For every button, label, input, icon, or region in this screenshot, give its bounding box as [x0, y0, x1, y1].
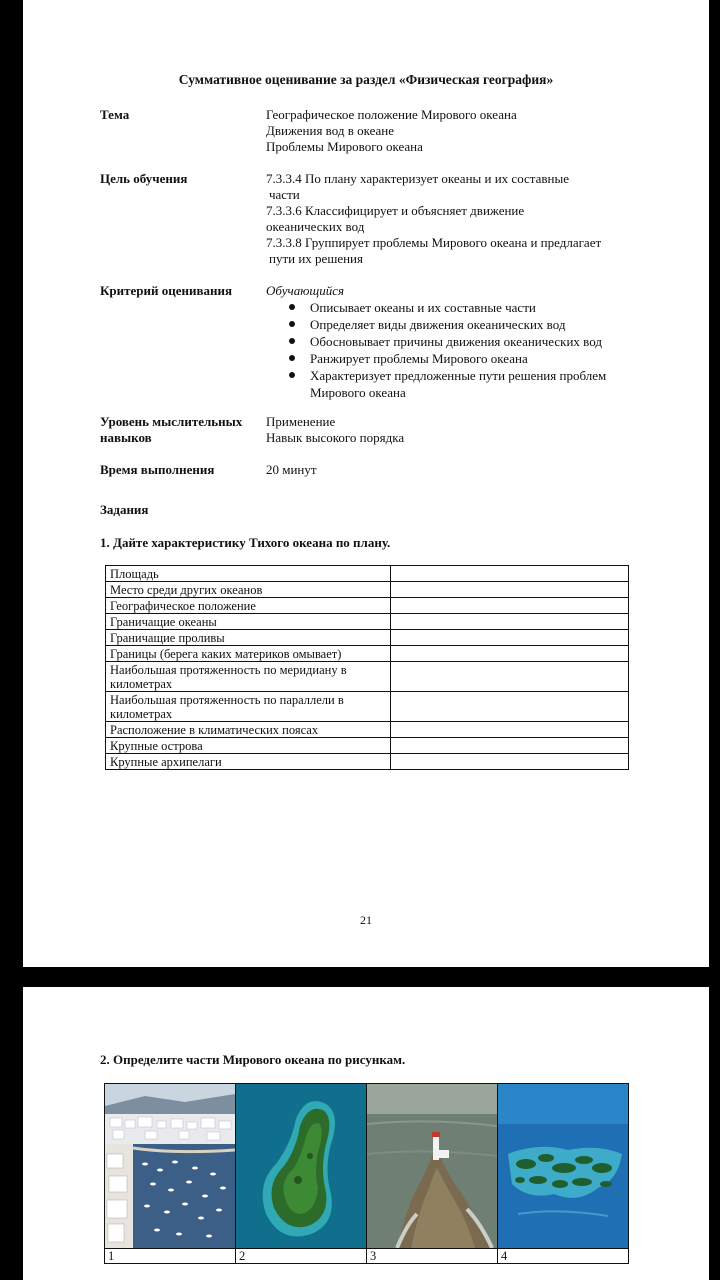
- time-label: Время выполнения: [100, 462, 215, 477]
- table-row: Расположение в климатических поясах: [106, 722, 629, 738]
- criteria-item: Описывает океаны и их составные части: [310, 299, 606, 316]
- answer-cell[interactable]: [390, 722, 628, 738]
- criteria-label: Критерий оценивания: [100, 283, 233, 298]
- goal-line: части: [269, 187, 300, 202]
- bullet-icon: [289, 304, 295, 310]
- picture-cell: [236, 1084, 367, 1249]
- photo-lighthouse-cape: [367, 1084, 497, 1248]
- topic-line: Проблемы Мирового океана: [266, 139, 423, 154]
- answer-cell[interactable]: [390, 662, 628, 692]
- document-title: Суммативное оценивание за раздел «Физическая география»: [178, 72, 554, 87]
- tasks-heading: Задания: [100, 502, 149, 517]
- answer-cell[interactable]: [390, 614, 628, 630]
- topic-label: Тема: [100, 107, 130, 122]
- pacific-plan-table: [105, 565, 629, 770]
- document-page-1: [23, 0, 709, 967]
- answer-cell[interactable]: [390, 692, 628, 722]
- picture-number: 3: [367, 1249, 498, 1264]
- criteria-item: Характеризует предложенные пути решения проблем: [310, 367, 606, 384]
- photo-green-island: [236, 1084, 366, 1248]
- topic-value: [266, 107, 517, 155]
- level-value: [266, 414, 404, 446]
- answer-cell[interactable]: [390, 646, 628, 662]
- bullet-icon: [289, 321, 295, 327]
- table-row: Географическое положение: [106, 598, 629, 614]
- table-row: Границы (берега каких материков омывает): [106, 646, 629, 662]
- goal-line: пути их решения: [269, 251, 363, 266]
- level-label: Уровень мыслительных навыков: [100, 414, 243, 445]
- criteria-item: Обосновывает причины движения океанических вод: [310, 333, 606, 350]
- photo-harbor-town: [105, 1084, 235, 1248]
- table-row: Место среди других океанов: [106, 582, 629, 598]
- goal-line: 7.3.3.4 По плану характеризует океаны и их составные: [266, 171, 569, 186]
- answer-cell[interactable]: [390, 738, 628, 754]
- time-value: 20 минут: [266, 462, 317, 477]
- criteria-item-continuation: Мирового океана: [310, 385, 406, 400]
- picture-number: 2: [236, 1249, 367, 1264]
- criteria-item: Определяет виды движения океанических вод: [310, 316, 606, 333]
- page-number: 21: [360, 913, 372, 927]
- task1-heading: 1. Дайте характеристику Тихого океана по плану.: [100, 535, 391, 550]
- table-row: Крупные острова: [106, 738, 629, 754]
- criteria-item: Ранжирует проблемы Мирового океана: [310, 350, 606, 367]
- picture-number: 1: [105, 1249, 236, 1264]
- table-row: Площадь: [106, 566, 629, 582]
- goal-line: океанических вод: [266, 219, 365, 234]
- goal-label: Цель обучения: [100, 171, 188, 186]
- table-row: Граничащие проливы: [106, 630, 629, 646]
- table-row: Наибольшая протяженность по параллели в километрах: [106, 692, 629, 722]
- answer-cell[interactable]: [390, 566, 628, 582]
- answer-cell[interactable]: [390, 598, 628, 614]
- table-row: Граничащие океаны: [106, 614, 629, 630]
- document-page-2: [23, 987, 709, 1280]
- bullet-icon: [289, 355, 295, 361]
- answer-cell[interactable]: [390, 754, 628, 770]
- level-line: Навык высокого порядка: [266, 430, 405, 445]
- bullet-icon: [289, 372, 295, 378]
- task2-heading: 2. Определите части Мирового океана по рисункам.: [100, 1052, 406, 1067]
- picture-cell: [498, 1084, 629, 1249]
- answer-cell[interactable]: [390, 582, 628, 598]
- photo-archipelago: [498, 1084, 628, 1248]
- topic-line: Движения вод в океане: [266, 123, 395, 138]
- goal-value: [266, 171, 601, 267]
- picture-cell: [367, 1084, 498, 1249]
- criteria-intro: Обучающийся: [266, 283, 345, 298]
- picture-cell: [105, 1084, 236, 1249]
- level-line: Применение: [266, 414, 336, 429]
- criteria-list: [310, 299, 606, 401]
- answer-cell[interactable]: [390, 630, 628, 646]
- table-row: Крупные архипелаги: [106, 754, 629, 770]
- picture-number: 4: [498, 1249, 629, 1264]
- goal-line: 7.3.3.8 Группирует проблемы Мирового океана и предлагает: [266, 235, 602, 250]
- table-row: Наибольшая протяженность по меридиану в километрах: [106, 662, 629, 692]
- bullet-icon: [289, 338, 295, 344]
- topic-line: Географическое положение Мирового океана: [266, 107, 517, 122]
- pictures-table: [104, 1083, 629, 1264]
- goal-line: 7.3.3.6 Классифицирует и объясняет движение: [266, 203, 525, 218]
